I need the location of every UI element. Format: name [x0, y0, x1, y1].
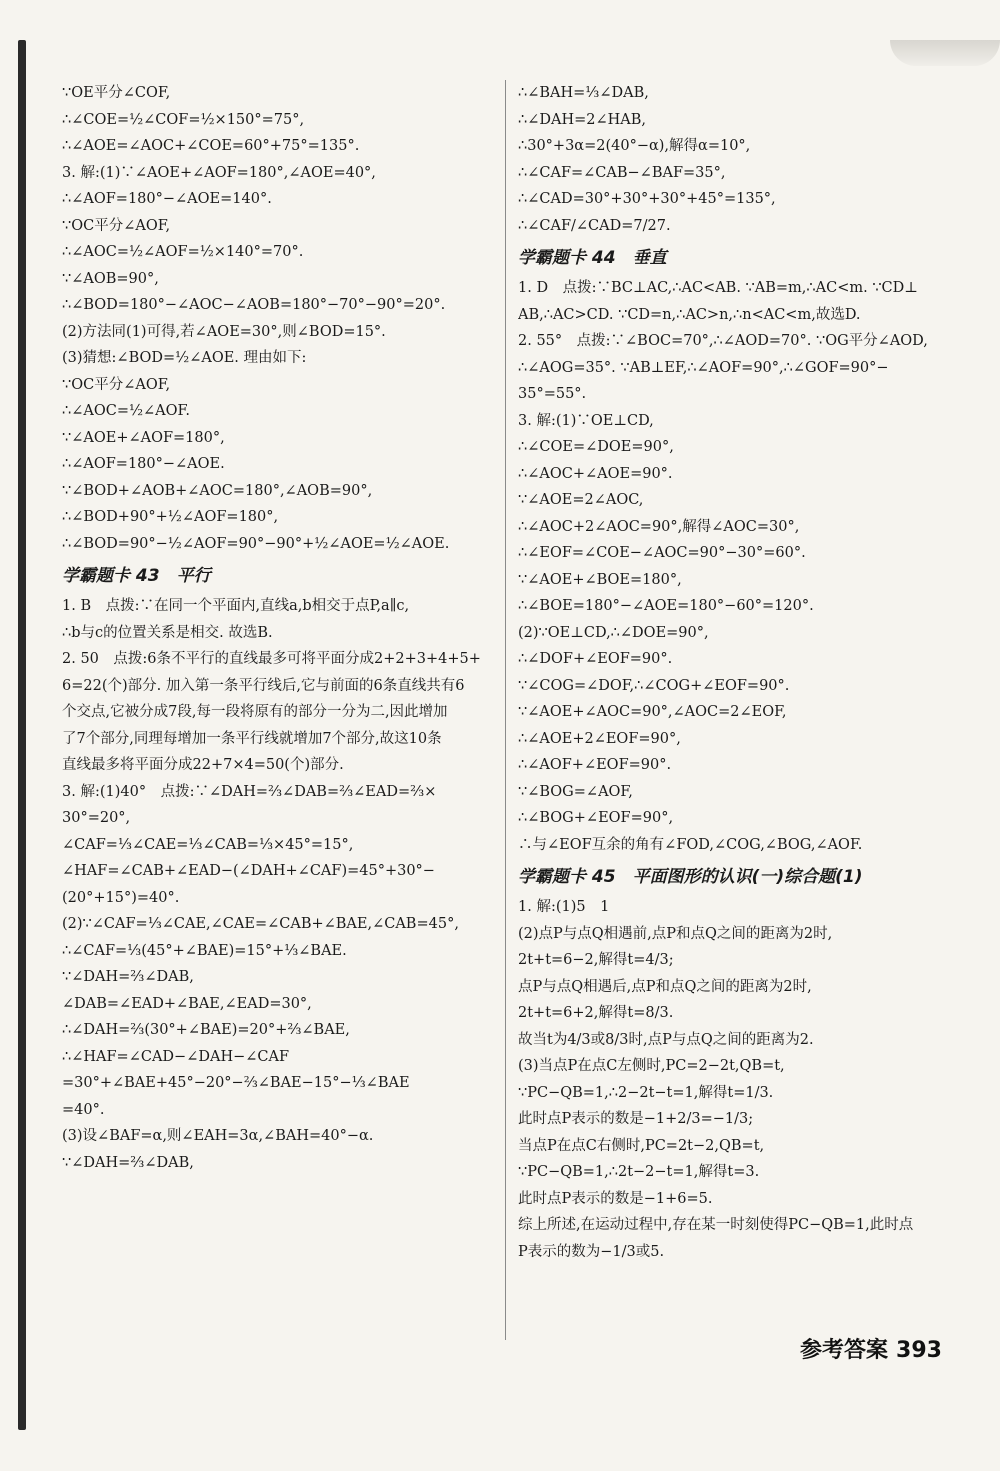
text-line: ∴∠AOC=½∠AOF=½×140°=70°.	[62, 244, 304, 260]
text-line: ∴∠DAH=2∠HAB,	[518, 111, 647, 128]
text-line: 1. 解:(1)5 1	[518, 899, 610, 915]
text-line: 综上所述,在运动过程中,存在某一时刻使得PC−QB=1,此时点	[518, 1217, 914, 1233]
text-line: ∴与∠EOF互余的角有∠FOD,∠COG,∠BOG,∠AOF.	[518, 836, 863, 853]
section-44-body	[518, 275, 968, 858]
text-line: ∵OC平分∠AOF,	[62, 376, 171, 393]
text-line: ∠CAF=⅓∠CAE=⅓∠CAB=⅓×45°=15°,	[62, 836, 354, 853]
binding-edge	[18, 40, 26, 1430]
text-line: ∴∠AOF=180°−∠AOE.	[62, 456, 225, 472]
text-line: =30°+∠BAE+45°−20°−⅔∠BAE−15°−⅓∠BAE	[62, 1075, 410, 1091]
text-line: AB,∴AC>CD. ∵CD=n,∴AC>n,∴n<AC<m,故选D.	[518, 306, 861, 323]
text-line: ∵∠AOE+∠BOE=180°,	[518, 571, 682, 588]
text-line: 35°=55°.	[518, 386, 587, 402]
text-line: P表示的数为−1/3或5.	[518, 1243, 665, 1260]
text-line: ∴∠BOE=180°−∠AOE=180°−60°=120°.	[518, 598, 814, 614]
text-line: (2)∵OE⊥CD,∴∠DOE=90°,	[518, 624, 709, 641]
text-line: ∴∠DAH=⅔(30°+∠BAE)=20°+⅔∠BAE,	[62, 1022, 350, 1038]
text-line: ∴∠AOE+2∠EOF=90°,	[518, 730, 681, 747]
text-line: 点P与点Q相遇后,点P和点Q之间的距离为2时,	[518, 978, 812, 995]
text-line: ∴∠AOC=½∠AOF.	[62, 403, 190, 419]
text-line: 1. B 点拨:∵在同一个平面内,直线a,b相交于点P,a∥c,	[62, 598, 410, 614]
text-line: ∴∠COE=∠DOE=90°,	[518, 439, 674, 455]
text-line: ∵∠DAH=⅔∠DAB,	[62, 1154, 194, 1171]
text-line: ∴∠AOE=∠AOC+∠COE=60°+75°=135°.	[62, 138, 360, 154]
text-line: 个交点,它被分成7段,每一段将原有的部分一分为二,因此增加	[62, 704, 448, 720]
text-line: ∴∠EOF=∠COE−∠AOC=90°−30°=60°.	[518, 545, 806, 561]
text-line: ∴∠BAH=⅓∠DAB,	[518, 85, 649, 101]
text-line: ∴∠BOD=180°−∠AOC−∠AOB=180°−70°−90°=20°.	[62, 297, 446, 313]
text-line: ∵PC−QB=1,∴2t−2−t=1,解得t=3.	[518, 1164, 760, 1180]
text-line: ∴∠AOF=180°−∠AOE=140°.	[62, 191, 272, 207]
text-line: 3. 解:(1)∵OE⊥CD,	[518, 412, 654, 429]
text-line: ∵∠COG=∠DOF,∴∠COG+∠EOF=90°.	[518, 677, 790, 694]
text-line: ∵∠AOE+∠AOC=90°,∠AOC=2∠EOF,	[518, 704, 787, 720]
text-line: ∵∠AOE=2∠AOC,	[518, 492, 644, 508]
text-line: 了7个部分,同理每增加一条平行线就增加7个部分,故这10条	[62, 730, 442, 747]
text-line: 直线最多将平面分成22+7×4=50(个)部分.	[62, 757, 344, 773]
text-line: ∴∠CAF/∠CAD=7/27.	[518, 217, 671, 234]
text-line: ∠DAB=∠EAD+∠BAE,∠EAD=30°,	[62, 995, 312, 1012]
page-number: 393	[896, 1338, 942, 1363]
text-line: =40°.	[62, 1101, 105, 1118]
page-footer	[800, 1333, 942, 1364]
text-line: ∵OC平分∠AOF,	[62, 217, 171, 234]
text-line: ∴∠COE=½∠COF=½×150°=75°,	[62, 111, 305, 128]
text-line: ∵∠DAH=⅔∠DAB,	[62, 969, 194, 985]
text-line: 2. 50 点拨:6条不平行的直线最多可将平面分成2+2+3+4+5+	[62, 651, 481, 667]
text-line: 6=22(个)部分. 加入第一条平行线后,它与前面的6条直线共有6	[62, 677, 465, 694]
text-line: (3)当点P在点C左侧时,PC=2−2t,QB=t,	[518, 1058, 785, 1074]
section-heading-45: 学霸题卡 45 平面图形的认识(一)综合题(1)	[518, 867, 863, 887]
text-line: (2)点P与点Q相遇前,点P和点Q之间的距离为2时,	[518, 925, 833, 942]
text-line: ∴∠BOD+90°+½∠AOF=180°,	[62, 509, 279, 525]
text-line: ∴∠AOF+∠EOF=90°.	[518, 757, 672, 773]
text-line: 故当t为4/3或8/3时,点P与点Q之间的距离为2.	[518, 1031, 814, 1048]
text-line: 2t+t=6+2,解得t=8/3.	[518, 1005, 674, 1021]
text-line: 2. 55° 点拨:∵∠BOC=70°,∴∠AOD=70°. ∵OG平分∠AOD,	[518, 333, 928, 349]
text-line: (3)猜想:∠BOD=½∠AOE. 理由如下:	[62, 350, 307, 366]
text-line: (20°+15°)=40°.	[62, 889, 180, 906]
text-line: (2)方法同(1)可得,若∠AOE=30°,则∠BOD=15°.	[62, 323, 386, 340]
text-line: ∴∠AOC+∠AOE=90°.	[518, 465, 673, 482]
section-43-body	[62, 593, 507, 1176]
section-heading-43: 学霸题卡 43 平行	[62, 566, 211, 586]
text-line: ∴∠CAD=30°+30°+30°+45°=135°,	[518, 191, 776, 207]
text-line: ∵PC−QB=1,∴2−2t−t=1,解得t=1/3.	[518, 1084, 774, 1101]
text-line: ∵∠AOB=90°,	[62, 270, 159, 287]
text-line: ∴30°+3α=2(40°−α),解得α=10°,	[518, 138, 751, 154]
text-line: (3)设∠BAF=α,则∠EAH=3α,∠BAH=40°−α.	[62, 1128, 374, 1144]
footer-label: 参考答案	[800, 1338, 889, 1363]
text-line: ∴∠BOG+∠EOF=90°,	[518, 810, 674, 826]
text-line: ∴∠HAF=∠CAD−∠DAH−∠CAF	[62, 1048, 290, 1065]
text-line: 2t+t=6−2,解得t=4/3;	[518, 952, 674, 968]
text-line: 1. D 点拨:∵BC⊥AC,∴AC<AB. ∵AB=m,∴AC<m. ∵CD⊥	[518, 280, 918, 296]
right-column	[518, 80, 968, 1265]
right-top-block	[518, 80, 968, 239]
section-heading-44: 学霸题卡 44 垂直	[518, 248, 667, 268]
text-line: ∵∠AOE+∠AOF=180°,	[62, 429, 225, 446]
text-line: ∴∠BOD=90°−½∠AOF=90°−90°+½∠AOE=½∠AOE.	[62, 535, 450, 552]
text-line: 30°=20°,	[62, 810, 131, 826]
text-line: ∵∠BOD+∠AOB+∠AOC=180°,∠AOB=90°,	[62, 482, 373, 499]
text-line: ∴b与c的位置关系是相交. 故选B.	[62, 624, 273, 641]
text-line: 此时点P表示的数是−1+6=5.	[518, 1190, 713, 1207]
section-45-body	[518, 894, 968, 1265]
text-line: ∴∠AOC+2∠AOC=90°,解得∠AOC=30°,	[518, 518, 800, 535]
text-line: (2)∵∠CAF=⅓∠CAE,∠CAE=∠CAB+∠BAE,∠CAB=45°,	[62, 916, 459, 932]
left-top-block	[62, 80, 507, 557]
text-line: ∵OE平分∠COF,	[62, 85, 171, 101]
text-line: ∴∠CAF=⅓(45°+∠BAE)=15°+⅓∠BAE.	[62, 942, 347, 959]
left-column	[62, 80, 507, 1176]
text-line: 当点P在点C右侧时,PC=2t−2,QB=t,	[518, 1137, 765, 1154]
text-line: ∴∠DOF+∠EOF=90°.	[518, 651, 673, 667]
text-line: ∵∠BOG=∠AOF,	[518, 783, 633, 800]
text-line: ∴∠CAF=∠CAB−∠BAF=35°,	[518, 164, 726, 181]
page-corner-tab	[890, 40, 1000, 66]
text-line: ∴∠AOG=35°. ∵AB⊥EF,∴∠AOF=90°,∴∠GOF=90°−	[518, 359, 889, 376]
text-line: ∠HAF=∠CAB+∠EAD−(∠DAH+∠CAF)=45°+30°−	[62, 863, 435, 879]
text-line: 3. 解:(1)40° 点拨:∵∠DAH=⅔∠DAB=⅔∠EAD=⅔×	[62, 783, 437, 800]
text-line: 此时点P表示的数是−1+2/3=−1/3;	[518, 1111, 754, 1127]
text-line: 3. 解:(1)∵∠AOE+∠AOF=180°,∠AOE=40°,	[62, 164, 376, 181]
